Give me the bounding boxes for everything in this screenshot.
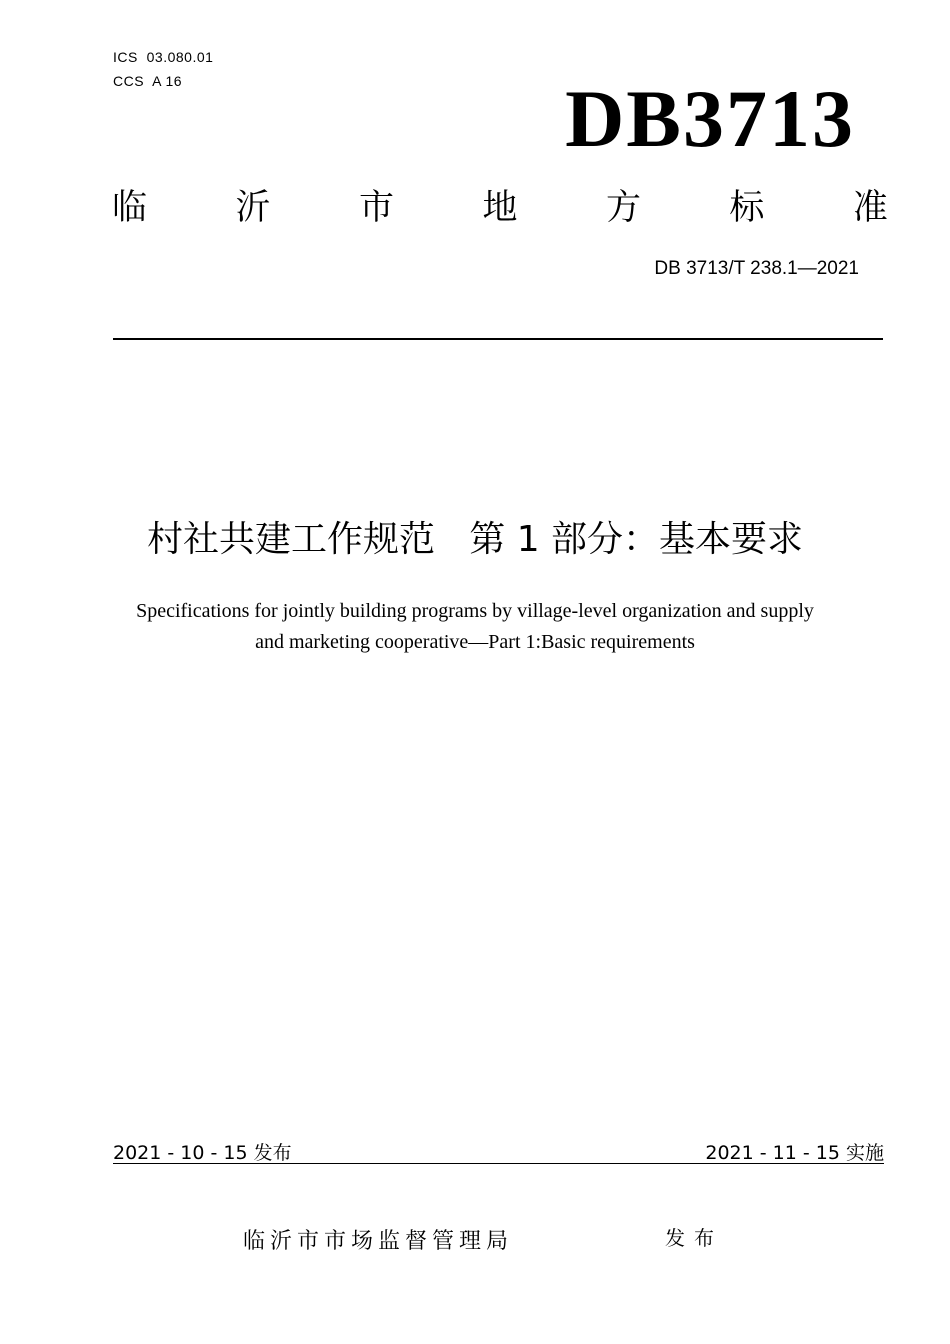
authority-title-char: 地	[482, 188, 518, 228]
authority-title-char: 方	[605, 188, 641, 228]
authority-title-char: 准	[852, 188, 888, 228]
authority-title-char: 市	[358, 188, 394, 228]
document-title-en	[70, 596, 880, 658]
document-title-zh: 村社共建工作规范 第 1 部分：基本要求	[146, 519, 804, 560]
ccs-code: CCS A 16	[113, 73, 183, 89]
ics-code: ICS 03.080.01	[113, 49, 214, 65]
top-divider	[113, 338, 883, 340]
title-en-line-2: and marketing cooperative—Part 1:Basic requirements	[255, 631, 695, 653]
issuing-authority: 临沂市市场监督管理局	[243, 1229, 514, 1254]
title-en-line-1: Specifications for jointly building programs by village-level organization and supply	[136, 600, 814, 622]
implementation-date: 2021 - 11 - 15 实施	[705, 1142, 884, 1164]
authority-title-char: 临	[112, 188, 148, 228]
authority-title-char: 沂	[235, 188, 271, 228]
standard-number: DB 3713/T 238.1—2021	[654, 258, 859, 279]
issue-date: 2021 - 10 - 15 发布	[113, 1142, 292, 1164]
issue-action: 发布	[665, 1226, 723, 1250]
bottom-divider	[113, 1163, 884, 1164]
authority-title	[112, 184, 888, 232]
db-logo: DB3713	[565, 73, 855, 164]
authority-title-char: 标	[729, 188, 765, 228]
